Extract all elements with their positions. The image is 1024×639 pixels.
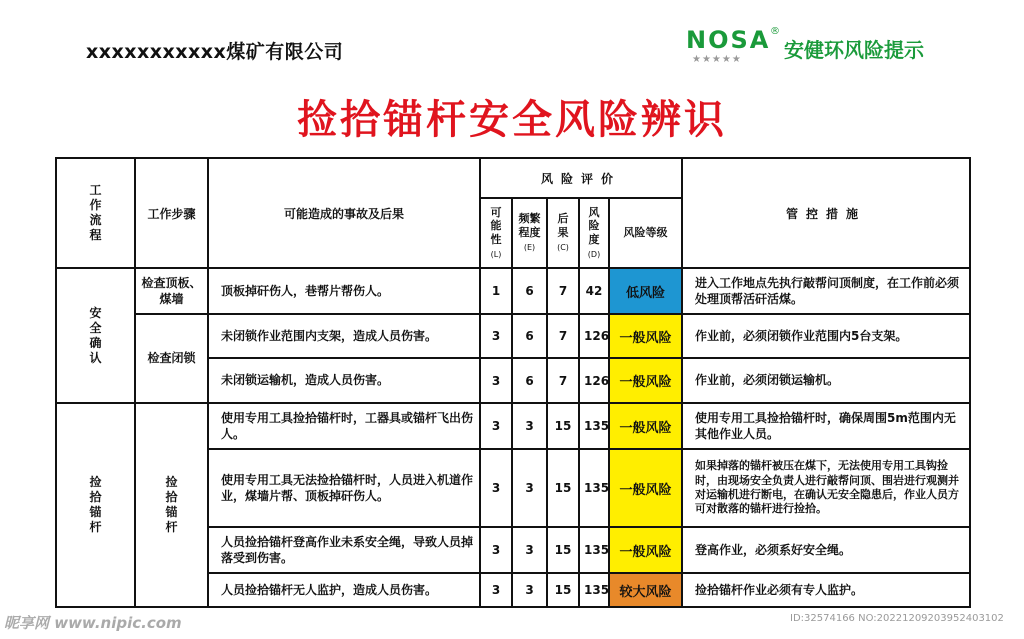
d-cell: 126 xyxy=(579,358,609,403)
l-cell: 3 xyxy=(480,527,512,573)
l-cell: 3 xyxy=(480,403,512,449)
l-cell: 3 xyxy=(480,314,512,358)
header-measures: 管控措施 xyxy=(682,158,970,268)
d-cell: 126 xyxy=(579,314,609,358)
risk-level-general: 一般风险 xyxy=(609,403,682,449)
brand-tagline: 安健环风险提示 xyxy=(784,38,924,62)
l-cell: 1 xyxy=(480,268,512,314)
process-cell: 捡拾锚杆 xyxy=(56,403,135,607)
measure-cell: 进入工作地点先执行敲帮问顶制度，在工作前必须处理顶帮活矸活煤。 xyxy=(682,268,970,314)
d-cell: 135 xyxy=(579,449,609,527)
measure-cell: 作业前，必须闭锁作业范围内5台支架。 xyxy=(682,314,970,358)
header-level: 风险等级 xyxy=(609,198,682,268)
risk-level-general: 一般风险 xyxy=(609,314,682,358)
l-cell: 3 xyxy=(480,358,512,403)
e-cell: 6 xyxy=(512,358,547,403)
consequence-cell: 未闭锁运输机，造成人员伤害。 xyxy=(208,358,480,403)
e-cell: 3 xyxy=(512,403,547,449)
d-cell: 135 xyxy=(579,573,609,607)
nosa-logo: NOSA xyxy=(686,26,771,54)
e-cell: 3 xyxy=(512,527,547,573)
registered-mark: ® xyxy=(770,26,780,37)
c-cell: 7 xyxy=(547,268,579,314)
consequence-cell: 使用专用工具无法捡拾锚杆时，人员进入机道作业，煤墙片帮、顶板掉矸伤人。 xyxy=(208,449,480,527)
step-cell: 检查闭锁 xyxy=(135,314,208,403)
consequence-cell: 顶板掉矸伤人，巷帮片帮伤人。 xyxy=(208,268,480,314)
e-cell: 3 xyxy=(512,449,547,527)
header-d: 风险度 (D) xyxy=(579,198,609,268)
c-cell: 7 xyxy=(547,358,579,403)
c-cell: 15 xyxy=(547,403,579,449)
c-cell: 7 xyxy=(547,314,579,358)
c-cell: 15 xyxy=(547,449,579,527)
consequence-cell: 未闭锁作业范围内支架，造成人员伤害。 xyxy=(208,314,480,358)
header-consequence: 可能造成的事故及后果 xyxy=(208,158,480,268)
table-row xyxy=(56,403,970,449)
l-cell: 3 xyxy=(480,573,512,607)
table-row xyxy=(56,268,970,314)
risk-level-general: 一般风险 xyxy=(609,449,682,527)
header-e: 频繁程度 (E) xyxy=(512,198,547,268)
watermark-right: ID:32574166 NO:20221209203952403102 xyxy=(790,613,1004,624)
measure-cell: 捡拾锚杆作业必须有专人监护。 xyxy=(682,573,970,607)
step-cell: 捡拾锚杆 xyxy=(135,403,208,607)
risk-level-general: 一般风险 xyxy=(609,358,682,403)
l-cell: 3 xyxy=(480,449,512,527)
measure-cell: 作业前，必须闭锁运输机。 xyxy=(682,358,970,403)
d-cell: 135 xyxy=(579,527,609,573)
consequence-cell: 人员捡拾锚杆登高作业未系安全绳，导致人员掉落受到伤害。 xyxy=(208,527,480,573)
d-cell: 42 xyxy=(579,268,609,314)
risk-level-major: 较大风险 xyxy=(609,573,682,607)
consequence-cell: 使用专用工具捡拾锚杆时，工器具或锚杆飞出伤人。 xyxy=(208,403,480,449)
e-cell: 3 xyxy=(512,573,547,607)
risk-level-low: 低风险 xyxy=(609,268,682,314)
consequence-cell: 人员捡拾锚杆无人监护，造成人员伤害。 xyxy=(208,573,480,607)
measure-cell: 使用专用工具捡拾锚杆时，确保周围5m范围内无其他作业人员。 xyxy=(682,403,970,449)
measure-cell: 如果掉落的锚杆被压在煤下，无法使用专用工具钩捡时，由现场安全负责人进行敲帮问顶、围岩进行观测并对运输机进行断电，在确认无安全隐患后，作业人员方可对散落的锚杆进行捡拾。 xyxy=(682,449,970,527)
header-process: 工作流程 xyxy=(56,158,135,268)
process-cell: 安全确认 xyxy=(56,268,135,403)
e-cell: 6 xyxy=(512,268,547,314)
risk-table xyxy=(55,157,971,608)
watermark-left: 昵享网 www.nipic.com xyxy=(4,614,182,632)
step-cell: 检查顶板、煤墙 xyxy=(135,268,208,314)
risk-level-general: 一般风险 xyxy=(609,527,682,573)
header-step: 工作步骤 xyxy=(135,158,208,268)
company-name: xxxxxxxxxxx煤矿有限公司 xyxy=(86,41,344,63)
c-cell: 15 xyxy=(547,573,579,607)
header-c: 后果 (C) xyxy=(547,198,579,268)
nosa-brand xyxy=(686,24,986,72)
rating-stars-icon: ★★★★★ xyxy=(692,54,742,65)
header-l: 可能性 (L) xyxy=(480,198,512,268)
table-row xyxy=(56,314,970,358)
header-evaluation: 风险评价 xyxy=(480,158,682,198)
measure-cell: 登高作业，必须系好安全绳。 xyxy=(682,527,970,573)
page-title: 捡拾锚杆安全风险辨识 xyxy=(297,97,727,143)
c-cell: 15 xyxy=(547,527,579,573)
d-cell: 135 xyxy=(579,403,609,449)
e-cell: 6 xyxy=(512,314,547,358)
